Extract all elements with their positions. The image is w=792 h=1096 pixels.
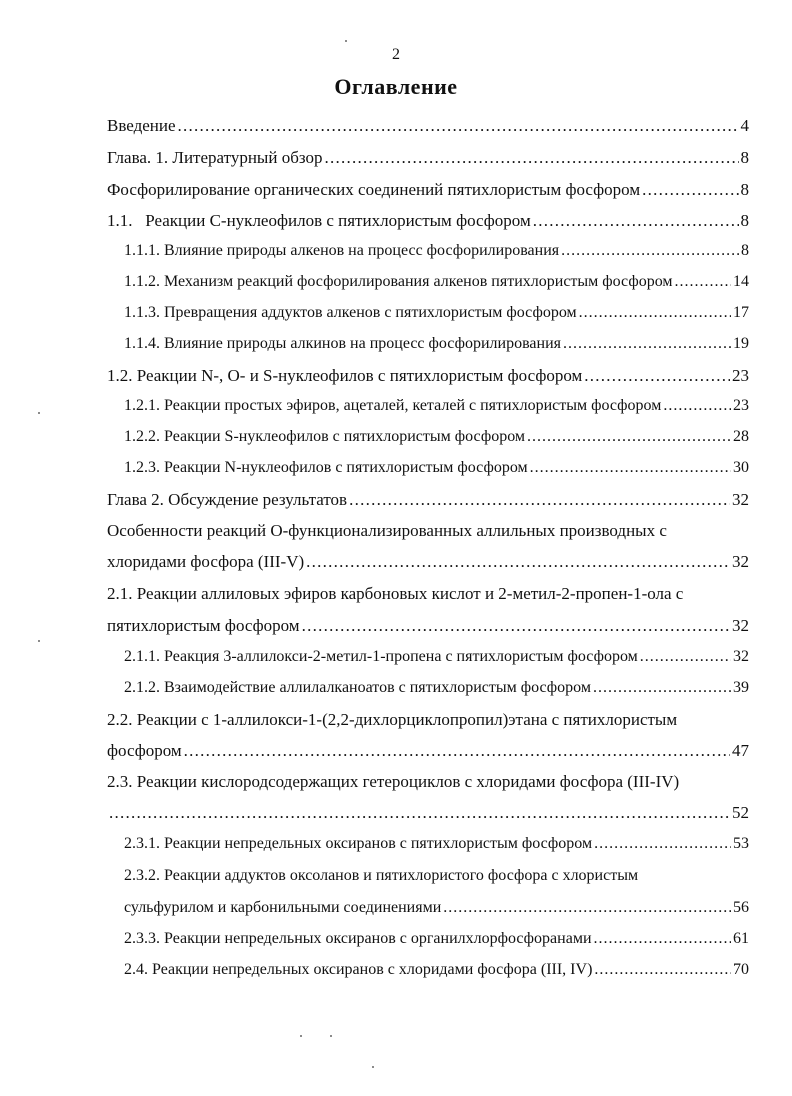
page-number: 2 [392, 46, 400, 63]
toc-entry-label: 2.1.2. Взаимодействие аллилалканоатов с пятихлористым фосфором [124, 679, 591, 696]
toc-leader-dots [642, 180, 738, 200]
toc-entry [124, 273, 749, 291]
toc-entry-page: 8 [741, 242, 749, 259]
toc-entry-label: Глава. 1. Литературный обзор [107, 148, 323, 167]
scan-speck [300, 1035, 302, 1037]
toc-entry-label: 1.2.3. Реакции N-нуклеофилов с пятихлористым фосфором [124, 459, 528, 476]
toc-leader-dots [593, 679, 731, 697]
toc-entry-page: 61 [733, 930, 749, 947]
toc-entry-line1: 2.3.2. Реакции аддуктов оксоланов и пятихлористого фосфора с хлористым [124, 867, 639, 884]
toc-entry [107, 616, 749, 636]
toc-entry [124, 835, 749, 853]
toc-entry [107, 741, 749, 761]
page-title: Оглавление [334, 74, 458, 99]
toc-entry-page: 53 [733, 835, 749, 852]
toc-leader-dots [675, 273, 731, 291]
toc-leader-dots [530, 459, 731, 477]
toc-entry-label: 1.2.1. Реакции простых эфиров, ацеталей, кеталей с пятихлористым фосфором [124, 397, 662, 414]
toc-entry-page: 32 [733, 648, 749, 665]
toc-entry-page: 8 [740, 148, 749, 167]
toc-entry [124, 335, 749, 353]
toc-leader-dots [443, 899, 731, 917]
toc-entry [124, 242, 749, 260]
toc-entry-label: 2.1.1. Реакция 3-аллилокси-2-метил-1-пропена с пятихлористым фосфором [124, 648, 638, 665]
toc-entry-label: 1.2. Реакции N-, О- и S-нуклеофилов с пятихлористым фосфором [107, 366, 583, 385]
scan-speck [372, 1066, 374, 1068]
toc-entry [124, 304, 749, 322]
toc-leader-dots [533, 211, 739, 231]
toc-leader-dots [640, 648, 731, 666]
toc-entry-page: 56 [733, 899, 749, 916]
toc-entry [107, 180, 749, 200]
toc-entry [107, 211, 749, 231]
toc-entry-label: 1.2.2. Реакции S-нуклеофилов с пятихлористым фосфором [124, 428, 526, 445]
toc-entry-page: 32 [732, 490, 749, 509]
toc-entry [124, 648, 749, 666]
toc-leader-dots [663, 397, 731, 415]
toc-entry-line1: 2.2. Реакции с 1-аллилокси-1-(2,2-дихлорциклопропил)этана с пятихлористым [107, 710, 678, 729]
toc-entry-page: 23 [732, 366, 749, 385]
toc-entry-page: 4 [740, 116, 749, 135]
toc-entry-page: 47 [732, 741, 749, 760]
toc-leader-dots [594, 835, 731, 853]
scan-speck [38, 640, 40, 642]
toc-leader-dots [561, 242, 739, 260]
toc-entry-page: 8 [740, 180, 749, 199]
toc-entry-page: 70 [733, 961, 749, 978]
toc-entry-label: 2.3.3. Реакции непредельных оксиранов с органилхлорфосфоранами [124, 930, 592, 947]
toc-entry-page: 8 [740, 211, 749, 230]
toc-entry [124, 397, 749, 415]
toc-entry-label: 1.1.2. Механизм реакций фосфорилирования алкенов пятихлористым фосфором [124, 273, 673, 290]
toc-entry [124, 428, 749, 446]
toc-entry-page: 28 [733, 428, 749, 445]
toc-entry-label: хлоридами фосфора (III-V) [107, 552, 305, 571]
toc-leader-dots [306, 552, 730, 572]
toc-entry-page: 32 [732, 616, 749, 635]
toc-entry [124, 930, 749, 948]
toc-entry-label: 2.4. Реакции непредельных оксиранов с хлоридами фосфора (III, IV) [124, 961, 593, 978]
toc-entry-label: сульфурилом и карбонильными соединениями [124, 899, 442, 916]
toc-entry-label: фосфором [107, 741, 182, 760]
toc-entry [124, 459, 749, 477]
toc-entry-page: 19 [733, 335, 749, 352]
toc-entry-page: 30 [733, 459, 749, 476]
toc-entry [107, 116, 749, 136]
toc-entry [124, 899, 749, 917]
toc-entry-page: 23 [733, 397, 749, 414]
toc-leader-dots [584, 366, 730, 386]
toc-leader-dots [563, 335, 731, 353]
toc-entry-page: 14 [733, 273, 749, 290]
toc-leader-dots [178, 116, 739, 136]
toc-leader-dots [349, 490, 730, 510]
toc-entry-label: 1.1.4. Влияние природы алкинов на процесс фосфорилирования [124, 335, 561, 352]
scan-speck [38, 412, 40, 414]
toc-entry-label: 1.1. Реакции С-нуклеофилов с пятихлористым фосфором [107, 211, 531, 230]
toc-leader-dots [324, 148, 738, 168]
toc-entry [107, 148, 749, 168]
toc-entry-label: Глава 2. Обсуждение результатов [107, 490, 348, 509]
toc-entry-page: 52 [732, 803, 749, 822]
toc-leader-dots [594, 930, 732, 948]
toc-entry [124, 679, 749, 697]
toc-entry-line1: 2.3. Реакции кислородсодержащих гетероциклов с хлоридами фосфора (III-IV) [107, 772, 680, 791]
scan-speck [330, 1035, 332, 1037]
toc-entry [124, 961, 749, 979]
toc-entry-label: 2.3.1. Реакции непредельных оксиранов с пятихлористым фосфором [124, 835, 593, 852]
toc-entry-line1: 2.1. Реакции аллиловых эфиров карбоновых кислот и 2-метил-2-пропен-1-ола с [107, 584, 684, 603]
toc-entry-line1: Особенности реакций О-функционализированных аллильных производных с [107, 521, 667, 540]
toc-entry [107, 366, 749, 386]
toc-entry-page: 32 [732, 552, 749, 571]
toc-leader-dots [594, 961, 731, 979]
toc-leader-dots [109, 803, 730, 823]
toc-entry-label: Введение [107, 116, 176, 135]
toc-leader-dots [184, 741, 730, 761]
toc-entry [107, 803, 749, 823]
toc-entry-label: 1.1.3. Превращения аддуктов алкенов с пятихлористым фосфором [124, 304, 577, 321]
scan-speck [345, 40, 347, 42]
toc-leader-dots [527, 428, 731, 446]
toc-entry [107, 552, 749, 572]
toc-entry [107, 490, 749, 510]
toc-entry-label: Фосфорилирование органических соединений пятихлористым фосфором [107, 180, 641, 199]
toc-entry-label: 1.1.1. Влияние природы алкенов на процесс фосфорилирования [124, 242, 560, 259]
toc-entry-label: пятихлористым фосфором [107, 616, 300, 635]
toc-leader-dots [302, 616, 730, 636]
toc-entry-page: 17 [733, 304, 749, 321]
toc-leader-dots [579, 304, 731, 322]
toc-entry-page: 39 [733, 679, 749, 696]
